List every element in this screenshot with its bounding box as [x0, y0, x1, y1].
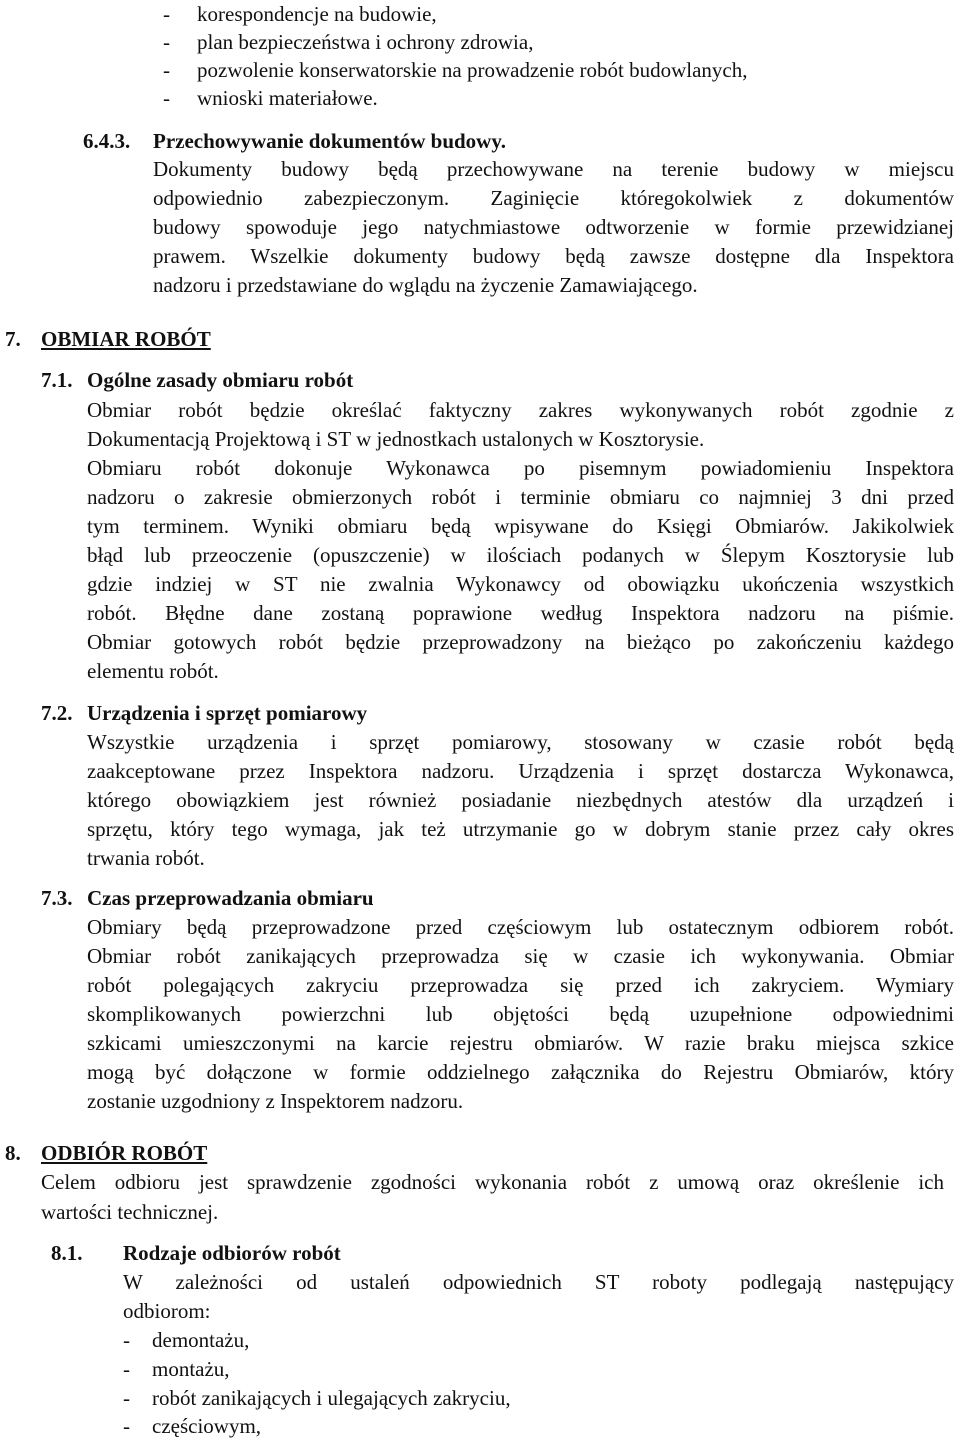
section-title: OBMIAR ROBÓT	[41, 327, 211, 351]
paragraph-line: nadzoru i przedstawiane do wglądu na życzenie Zamawiającego.	[153, 273, 698, 297]
list-item: korespondencje na budowie,	[197, 2, 437, 26]
paragraph-line: prawem. Wszelkie dokumenty budowy będą zawsze dostępne dla Inspektora	[153, 244, 954, 268]
list-item: robót zanikających i ulegających zakryciu,	[152, 1386, 511, 1410]
paragraph-line: Obmiaru robót dokonuje Wykonawca po pisemnym powiadomieniu Inspektora	[87, 456, 954, 480]
paragraph-line: Obmiary będą przeprowadzone przed częściowym lub ostatecznym odbiorem robót.	[87, 915, 954, 939]
section-title: ODBIÓR ROBÓT	[41, 1141, 208, 1165]
list-dash: -	[163, 30, 170, 54]
paragraph-line: nadzoru o zakresie obmierzonych robót i terminie obmiaru co najmniej 3 dni przed	[87, 485, 954, 509]
list-item: pozwolenie konserwatorskie na prowadzenie robót budowlanych,	[197, 58, 748, 82]
list-dash: -	[163, 86, 170, 110]
section-title: Urządzenia i sprzęt pomiarowy	[87, 701, 368, 725]
paragraph-line: odbiorom:	[123, 1299, 211, 1323]
paragraph-line: W zależności od ustaleń odpowiednich ST roboty podlegają następujący	[123, 1270, 954, 1294]
list-item: montażu,	[152, 1357, 230, 1381]
paragraph-line: sprzętu, który tego wymaga, jak też utrzymanie go w dobrym stanie przez cały okres	[87, 817, 954, 841]
paragraph-line: trwania robót.	[87, 846, 205, 870]
paragraph-line: Obmiar robót będzie określać faktyczny zakres wykonywanych robót zgodnie z	[87, 398, 954, 422]
paragraph-line: Dokumenty budowy będą przechowywane na terenie budowy w miejscu	[153, 157, 954, 181]
section-title: Ogólne zasady obmiaru robót	[87, 368, 354, 392]
section-number: 8.1.	[51, 1241, 83, 1265]
section-number: 6.4.3.	[83, 129, 131, 153]
section-number: 8.	[5, 1141, 21, 1165]
paragraph-line: Obmiar robót zanikających przeprowadza się w czasie ich wykonywania. Obmiar	[87, 944, 954, 968]
section-number: 7.	[5, 327, 21, 351]
paragraph-line: zaakceptowane przez Inspektora nadzoru. Urządzenia i sprzęt dostarcza Wykonawca,	[87, 759, 954, 783]
paragraph-line: mogą być dołączone w formie oddzielnego załącznika do Rejestru Obmiarów, który	[87, 1060, 954, 1084]
list-item: wnioski materiałowe.	[197, 86, 378, 110]
list-item: demontażu,	[152, 1328, 250, 1352]
list-item: częściowym,	[152, 1414, 262, 1438]
list-item: plan bezpieczeństwa i ochrony zdrowia,	[197, 30, 534, 54]
paragraph-line: zostanie uzgodniony z Inspektorem nadzoru.	[87, 1089, 464, 1113]
paragraph-line: wartości technicznej.	[41, 1200, 219, 1224]
list-dash: -	[123, 1328, 130, 1352]
paragraph-line: gdzie indziej w ST nie zwalnia Wykonawcy od obowiązku ukończenia wszystkich	[87, 572, 954, 596]
paragraph-line: elementu robót.	[87, 659, 219, 683]
list-dash: -	[123, 1386, 130, 1410]
list-dash: -	[123, 1357, 130, 1381]
section-title: Przechowywanie dokumentów budowy.	[153, 129, 506, 153]
section-number: 7.1.	[41, 368, 73, 392]
paragraph-line: szkicami umieszczonymi na karcie rejestru obmiarów. W razie braku miejsca szkice	[87, 1031, 954, 1055]
paragraph-line: robót polegających zakryciu przeprowadza się przed ich zakryciem. Wymiary	[87, 973, 954, 997]
list-dash: -	[163, 58, 170, 82]
section-number: 7.3.	[41, 886, 73, 910]
paragraph-line: odpowiednio zabezpieczonym. Zaginięcie któregokolwiek z dokumentów	[153, 186, 954, 210]
section-title: Rodzaje odbiorów robót	[123, 1241, 341, 1265]
paragraph-line: błąd lub przeoczenie (opuszczenie) w ilościach podanych w Ślepym Kosztorysie lub	[87, 543, 954, 567]
paragraph-line: którego obowiązkiem jest również posiadanie niezbędnych atestów dla urządzeń i	[87, 788, 954, 812]
section-number: 7.2.	[41, 701, 73, 725]
paragraph-line: Dokumentacją Projektową i ST w jednostkach ustalonych w Kosztorysie.	[87, 427, 705, 451]
paragraph-line: skomplikowanych powierzchni lub objętości będą uzupełnione odpowiednimi	[87, 1002, 954, 1026]
paragraph-line: Obmiar gotowych robót będzie przeprowadzony na bieżąco po zakończeniu każdego	[87, 630, 954, 654]
paragraph-line: Celem odbioru jest sprawdzenie zgodności wykonania robót z umową oraz określenie ich	[41, 1170, 944, 1194]
paragraph-line: robót. Błędne dane zostaną poprawione według Inspektora nadzoru na piśmie.	[87, 601, 954, 625]
paragraph-line: tym terminem. Wyniki obmiaru będą wpisywane do Księgi Obmiarów. Jakikolwiek	[87, 514, 954, 538]
paragraph-line: budowy spowoduje jego natychmiastowe odtworzenie w formie przewidzianej	[153, 215, 954, 239]
paragraph-line: Wszystkie urządzenia i sprzęt pomiarowy, stosowany w czasie robót będą	[87, 730, 954, 754]
list-dash: -	[123, 1414, 130, 1438]
list-dash: -	[163, 2, 170, 26]
section-title: Czas przeprowadzania obmiaru	[87, 886, 374, 910]
